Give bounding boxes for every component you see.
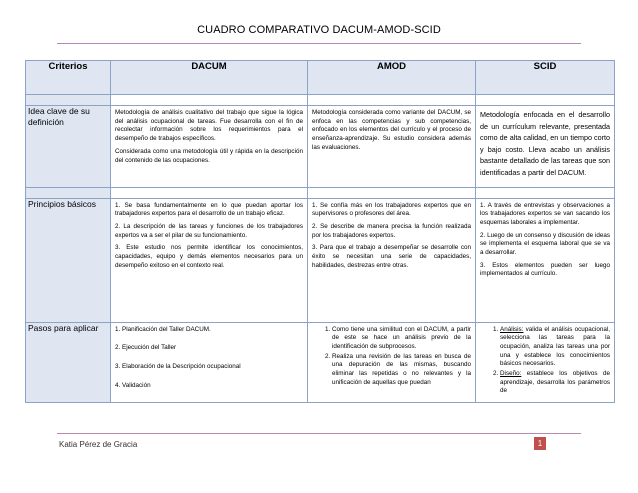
footer-author: Katia Pérez de Gracia <box>59 440 138 449</box>
dacum-cell <box>111 322 308 403</box>
list-item: 1. Como tiene una similitud con el DACUM, a partir de este se hace un análisis previo de la identificación de subprocesos. <box>332 326 471 352</box>
list-item: 2. Realiza una revisión de las tareas en busca de una depuración de las mismas, buscando eliminar las repetidas o no relevantes y la unificación de aquellas que puedan <box>332 353 471 388</box>
cell-paragraph: 1. Se basa fundamentalmente en lo que puedan aportar los trabajadores expertos para el desarrollo de un trabajo eficaz. <box>115 201 303 218</box>
cell-paragraph: 3. Elaboración de la Descripción ocupacional <box>115 362 241 370</box>
list-item <box>500 326 610 370</box>
spacer-row <box>26 95 615 106</box>
scid-cell <box>476 322 615 403</box>
title-underline <box>57 43 581 44</box>
dacum-cell <box>111 198 308 322</box>
step-text: valida el análisis ocupacional, selecciona las tareas para la ocupación, analiza las tareas una por una y establece los conocimientos básicos necesarios. <box>500 325 610 368</box>
header-row <box>26 61 615 95</box>
amod-cell <box>308 198 476 322</box>
cell-paragraph: Metodología enfocada en el desarrollo de un currículum relevante, presentada como de alta calidad, en un tiempo corto y bajo costo. Lleva acabo un análisis bastante detallado de las tareas que son identificadas a partir del DACUM. <box>480 110 610 177</box>
criterio-cell: Idea clave de su definición <box>26 106 111 188</box>
cell-paragraph: Metodología de análisis cualitativo del trabajo que sigue la lógica del análisis ocupacional de tareas. Fue desarrolla con el fin de recolectar información sobre los requerimientos para el desempeño de trabajos específicos. <box>115 109 303 143</box>
header-dacum: DACUM <box>111 61 308 95</box>
page-number-badge: 1 <box>534 437 546 450</box>
scid-steps-list <box>480 326 610 397</box>
cell-paragraph: Metodología considerada como variante del DACUM, se enfoca en las competencias y sub competencias, enfocado en los elementos del currículo y el proceso de enseñanza-aprendizaje. Su estudio considera además las evaluaciones. <box>312 109 471 151</box>
amod-steps-list <box>312 326 471 388</box>
cell-paragraph: 3. Estos elementos pueden ser luego implementados al currículo. <box>480 261 610 278</box>
table-row <box>26 106 615 188</box>
spacer-row <box>26 187 615 198</box>
step-term: Análisis: <box>500 325 524 333</box>
amod-cell <box>308 322 476 403</box>
footer-rule <box>57 433 581 434</box>
table-row <box>26 322 615 403</box>
cell-paragraph: 4. Validación <box>115 381 151 389</box>
cell-paragraph: 3. Para que el trabajo a desempeñar se desarrolle con éxito se necesitan una serie de capacidades, habilidades, destrezas entre otras. <box>312 244 471 269</box>
amod-cell <box>308 106 476 188</box>
header-scid: SCID <box>476 61 615 95</box>
list-item <box>500 370 610 396</box>
cell-paragraph: 1. A través de entrevistas y observaciones a los trabajadores expertos se van sacando los esquemas laborales a implementar. <box>480 201 610 226</box>
cell-paragraph: Considerada como una metodología útil y rápida en la descripción del contenido de las ocupaciones. <box>115 147 303 164</box>
cell-paragraph: 1. Planificación del Taller DACUM. <box>115 325 211 333</box>
cell-paragraph: 3. Este estudio nos permite identificar los conocimientos, capacidades, equipo y demás elementos necesarios para un desempeño exitoso en el contexto real. <box>115 244 303 269</box>
scid-cell <box>476 198 615 322</box>
table-row <box>26 198 615 322</box>
criterio-cell: Principios básicos <box>26 198 111 322</box>
header-amod: AMOD <box>308 61 476 95</box>
header-criterios: Criterios <box>26 61 111 95</box>
cell-paragraph: 2. Luego de un consenso y discusión de ideas se implementa el esquema laboral que se va a desarrollar. <box>480 231 610 257</box>
step-term: Diseño: <box>500 370 522 378</box>
cell-paragraph: 2. Ejecución del Taller <box>115 344 177 352</box>
scid-cell <box>476 106 615 188</box>
cell-paragraph: 2. La descripción de las tareas y funciones de los trabajadores expertos va a ser el pilar de su funcionamiento. <box>115 222 303 239</box>
cell-paragraph: 2. Se describe de manera precisa la función realizada por los trabajadores expertos. <box>312 222 471 239</box>
cell-paragraph: 1. Se confía más en los trabajadores expertos que en supervisores o profesores del área. <box>312 201 471 218</box>
comparison-table <box>25 60 615 403</box>
dacum-cell <box>111 106 308 188</box>
document-title: CUADRO COMPARATIVO DACUM-AMOD-SCID <box>197 24 441 36</box>
criterio-cell: Pasos para aplicar <box>26 322 111 403</box>
step-text: establece los objetivos de aprendizaje, desarrolla los parámetros de <box>500 370 610 395</box>
